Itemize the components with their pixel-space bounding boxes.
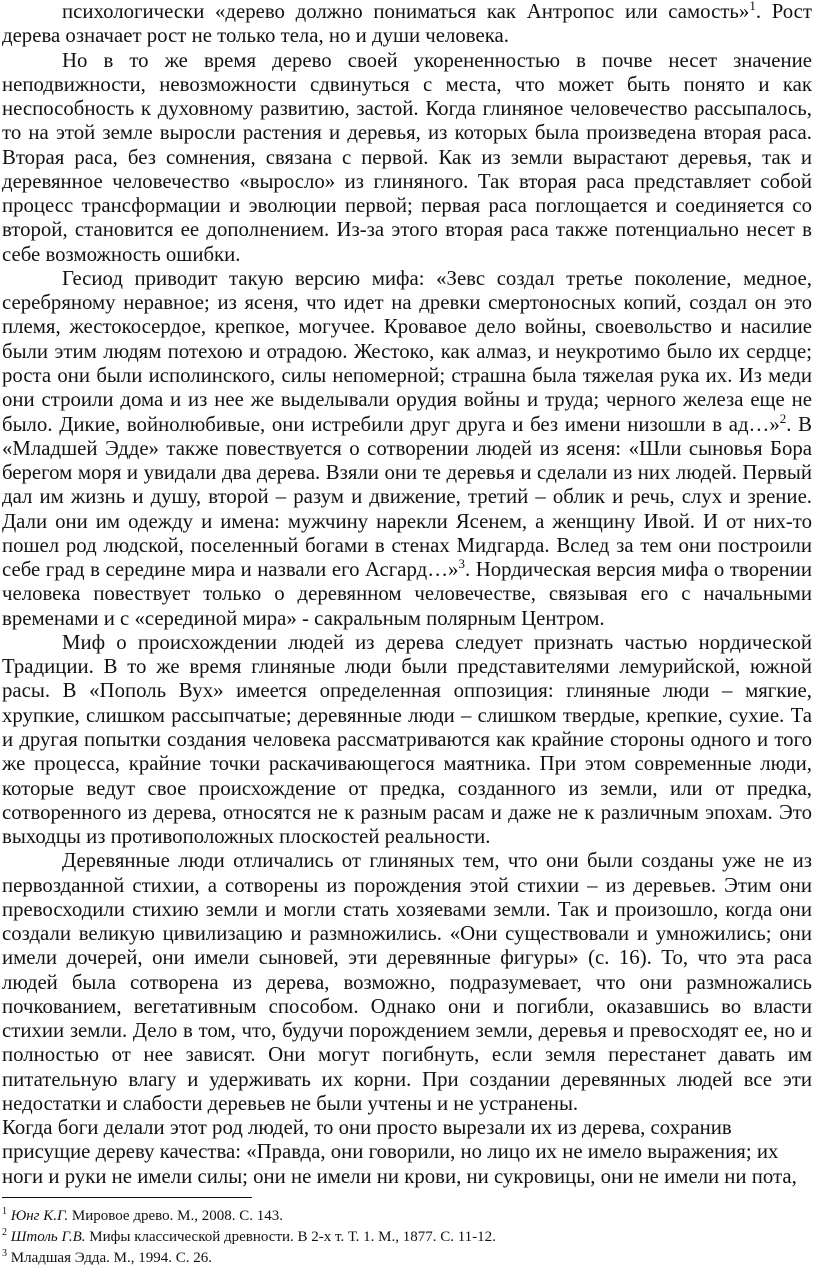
- footnote-ref-2[interactable]: 2: [779, 410, 787, 426]
- paragraph-4: Миф о происхождении людей из дерева следует признать частью нордической Традиции. В то же время глиняные люди были представителями лемурийской, южной расы. В «Пополь Вух» имеется определенная оппозиция: глиняные люди – мягкие, хрупкие, слишком рассыпчатые; деревянные люди – слишком твердые, крепкие, сухие. Та и другая попытки создания человека рассматриваются как крайние стороны одного и того же процесса, крайние точки раскачивающегося маятника. При этом современные люди, которые ведут свое происхождение от предка, созданного из земли, или от предка, сотворенного из дерева, относятся не к разным расам и даже не к различным эпохам. Это выходцы из противоположных плоскостей реальности.: [2, 630, 812, 849]
- footnotes: [2, 1206, 802, 1269]
- footnote-ref-1[interactable]: 1: [749, 0, 756, 14]
- footnote-separator: [2, 1197, 252, 1198]
- footnote-author: Юнг К.Г.: [10, 1208, 69, 1224]
- paragraph-2: Но в то же время дерево своей укорененностью в почве несет значение неподвижности, невозможности сдвинуться с места, что может быть понято и как неспособность к духовному развитию, застой. Когда глиняное человечество рассыпалось, то на этой земле выросли растения и деревья, из которых была произведена вторая раса. Вторая раса, без сомнения, связана с первой. Как из земли вырастают деревья, так и деревянное человечество «выросло» из глиняного. Так вторая раса представляет собой процесс трансформации и эволюции первой; первая раса поглощается и соединяется со второй, становится ее дополнением. Из-за этого вторая раса также потенциально несет в себе возможность ошибки.: [2, 48, 812, 266]
- footnote-2: $^2$ Штоль Г.В. Мифы классической древности. В 2-х т. Т. 1. М., 1877. С. 11-12.: [2, 1227, 496, 1245]
- paragraph-1: психологически «дерево должно пониматься как Антропос или самость»$^1$. Рост дерева означает рост не только тела, но и души человека.: [2, 0, 812, 48]
- footnote-ref-3[interactable]: 3: [458, 556, 465, 572]
- paragraph-6: Когда боги делали этот род людей, то они просто вырезали их из дерева, сохранив присущие дереву качества: «Правда, они говорили, но лицо их не имело выражения; их ноги и руки не имели силы; они не имели ни крови, ни сукровицы, они не имели ни пота,: [2, 1116, 797, 1188]
- paragraph-3: Гесиод приводит такую версию мифа: «Зевс создал третье поколение, медное, серебряному неравное; из ясеня, что идет на древки смертоносных копий, создал он это племя, жестокосердое, крепкое, могучее. Кровавое дело войны, своевольство и насилие были этим людям потехою и отрадою. Жестоко, как алмаз, и неукротимо было их сердце; роста они были исполинского, силы непомерной; страшна была тяжелая рука их. Из меди они строили дома и из нее же выделывали орудия войны и труда; черного железа еще не было. Дикие, войнолюбивые, они истребили друг друга и без имени низошли в ад…»$^2$. В «Младшей Эдде» также повествуется о сотворении людей из ясеня: «Шли сыновья Бора берегом моря и увидали два дерева. Взяли они те деревья и сделали из них людей. Первый дал им жизнь и душу, второй – разум и движение, третий – облик и речь, слух и зрение. Дали они им одежду и имена: мужчину нарекли Ясенем, а женщину Ивой. И от них-то пошел род людской, поселенный богами в стенах Мидгарда. Вслед за тем они построили себе град в середине мира и назвали его Асгард…»$^3$. Нордическая версия мифа о творении человека повествует только о деревянном человечестве, связывая его с начальными временами и с «серединой мира» - сакральным полярным Центром.: [2, 266, 812, 630]
- body-text: [2, 0, 812, 1189]
- paragraph-5: Деревянные люди отличались от глиняных тем, что они были созданы уже не из первозданной стихии, а сотворены из порождения этой стихии – из деревьев. Этим они превосходили стихию земли и могли стать хозяевами земли. Так и произошло, когда они создали великую цивилизацию и размножились. «Они существовали и умножились; они имели дочерей, они имели сыновей, эти деревянные фигуры» (с. 16). То, что эта раса людей была сотворена из дерева, возможно, подразумевает, что они размножались почкованием, вегетативным способом. Однако они и погибли, оказавшись во власти стихии земли. Дело в том, что, будучи порождением земли, деревья и превосходят ее, но и полностью от нее зависят. Они могут погибнуть, если земля перестанет давать им питательную влагу и удерживать их корни. При создании деревянных людей все эти недостатки и слабости деревьев не были учтены и не устранены.: [2, 849, 812, 1115]
- footnote-3: $^3$ Младшая Эдда. М., 1994. С. 26.: [2, 1248, 213, 1266]
- footnote-author: Штоль Г.В.: [10, 1229, 86, 1245]
- footnote-1: $^1$ Юнг К.Г. Мировое древо. М., 2008. С. 143.: [2, 1206, 283, 1224]
